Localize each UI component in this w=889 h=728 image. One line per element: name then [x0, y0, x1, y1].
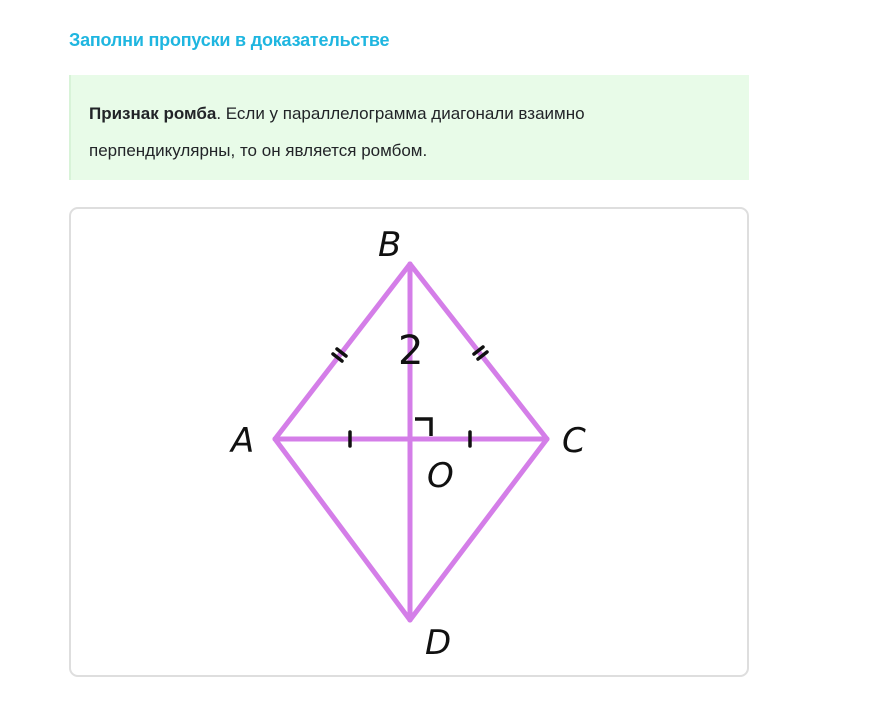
point-o-label: O: [427, 456, 454, 496]
right-angle-mark: [415, 419, 431, 436]
vertex-c-label: C: [562, 421, 586, 461]
figure-card: [69, 207, 749, 677]
vertex-a-label: A: [231, 421, 255, 461]
vertex-d-label: D: [425, 623, 452, 663]
rhombus-diagram: [71, 209, 746, 674]
task-title: Заполни пропуски в доказательстве: [69, 30, 390, 50]
side-ad: [275, 439, 410, 620]
rule-box: [69, 75, 749, 180]
rule-term: Признак ромба: [89, 104, 217, 123]
vertex-b-label: B: [378, 225, 402, 265]
rule-text: . Если у параллелограмма диагонали взаимно перпендикулярны, то он является ромбом.: [89, 104, 585, 160]
angle-label: 2: [398, 328, 424, 374]
